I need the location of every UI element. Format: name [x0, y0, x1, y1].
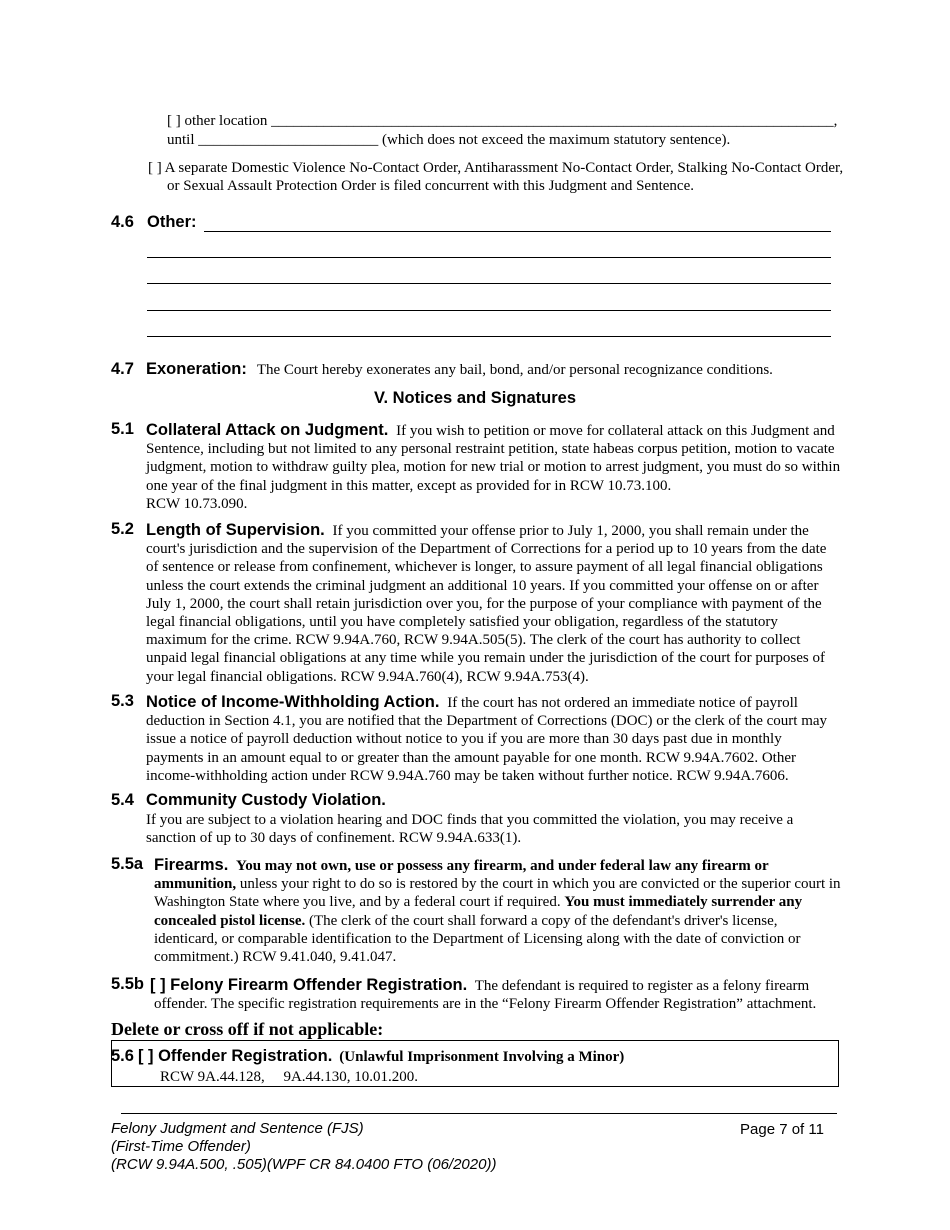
section-5-6-rcw: RCW 9A.44.128, 9A.44.130, 10.01.200. [160, 1069, 419, 1085]
page-number: Page 7 of 11 [740, 1121, 824, 1138]
section-5-3-paragraph [146, 693, 836, 785]
delete-if-not-applicable-note: Delete or cross off if not applicable: [111, 1019, 384, 1039]
footer-form-title: Felony Judgment and Sentence (FJS) [111, 1120, 364, 1137]
section-5-1-text: If you wish to petition or move for collateral attack on this Judgment and Sentence, including but not limited to any personal restraint petition, state habeas corpus petition, motion to vacate judgment, motion to withdraw guilty plea, motion for new trial or motion to arrest judgment, you must do so within one year of the final judgment in this matter, except as provided for in RCW 10.73.100. [146, 423, 841, 494]
section-4-7-label: Exoneration: [146, 360, 247, 378]
section-5-5a-bold-1: You may not own, use or possess any firearm, and under federal law any firearm or ammunition, [154, 858, 769, 893]
section-5-2-paragraph [146, 521, 840, 686]
other-answer-line-5[interactable] [147, 336, 831, 337]
footer-rule [121, 1113, 837, 1114]
part-v-title: V. Notices and Signatures [373, 389, 577, 407]
section-5-5b-number: 5.5b [111, 975, 145, 993]
section-5-5a-label: Firearms. [154, 856, 229, 874]
section-5-2-text: If you committed your offense prior to July 1, 2000, you shall remain under the court's jurisdiction and the supervision of the Department of Corrections for a period up to 10 years from the date of sentence or release from confinement, whichever is longer, to assure payment of all legal financial obligations unless the court extends the criminal judgment an additional 10 years. If you committed your offense on or after July 1, 2000, the court shall retain jurisdiction over you, for the purpose of your compliance with payment of the legal financial obligations, until you have completely satisfied your obligation, regardless of the statutory maximum for the crime. RCW 9.94A.760, RCW 9.94A.505(5). The clerk of the court has authority to collect unpaid legal financial obligations at any time while you remain under the jurisdiction of the court for purposes of your legal financial obligations. RCW 9.94A.760(4), RCW 9.94A.753(4). [146, 523, 827, 685]
section-5-4-number: 5.4 [111, 791, 134, 809]
section-5-3-text: If the court has not ordered an immediate notice of payroll deduction in Section 4.1, you are notified that the Department of Corrections (DOC) or the clerk of the court may issue a notice of payroll deduction without notice to you if you are more than 30 days past due in monthly payments in an amount equal to or greater than the amount payable for one month. RCW 9.94A.7602. Other income-withholding action under RCW 9.94A.760 may be taken without further notice. RCW 9.94A.7606. [146, 695, 828, 784]
section-5-1-rcw: RCW 10.73.090. [146, 495, 248, 512]
section-5-5a-text-2: (The clerk of the court shall forward a copy of the defendant's driver's license, identicard, or comparable identification to the Department of Licensing along with the date of conviction or commitment.) RCW 9.41.040, 9.41.047. [154, 912, 801, 966]
other-answer-line-2[interactable] [147, 257, 831, 258]
section-5-2-label: Length of Supervision. [146, 521, 325, 539]
other-answer-line-4[interactable] [147, 310, 831, 311]
section-5-5a-text-1: unless your right to do so is restored by the court in which you are convicted or the superior court in Washington State where you live, and by a federal court if required. [154, 876, 841, 911]
section-5-6-number: 5.6 [111, 1047, 134, 1065]
footer-form-citation: (RCW 9.94A.500, .505)(WPF CR 84.0400 FTO (06/2020)) [111, 1156, 497, 1173]
section-5-5b-paragraph [150, 976, 844, 1013]
section-4-6-number: 4.6 [111, 213, 134, 231]
section-5-5b-label: [ ] Felony Firearm Offender Registration. [150, 976, 468, 994]
section-5-5a-paragraph [154, 856, 842, 966]
other-answer-line-3[interactable] [147, 283, 831, 284]
section-5-5a-bold-2: You must immediately surrender any concealed pistol license. [154, 894, 803, 929]
section-4-7-number: 4.7 [111, 360, 134, 378]
section-4-7-text: The Court hereby exonerates any bail, bond, and/or personal recognizance conditions. [256, 362, 773, 378]
section-5-6-box [111, 1040, 839, 1087]
section-4-6-label: Other: [147, 213, 197, 231]
section-5-6-parenthetical: (Unlawful Imprisonment Involving a Minor) [339, 1049, 625, 1065]
section-5-4-text: If you are subject to a violation hearing and DOC finds that you committed the violation, you may receive a sanction of up to 30 days of confinement. RCW 9.94A.633(1). [146, 812, 794, 847]
until-line: until ________________________ (which does not exceed the maximum statutory sentence). [167, 132, 731, 148]
section-5-3-number: 5.3 [111, 692, 134, 710]
section-5-1-label: Collateral Attack on Judgment. [146, 421, 389, 439]
section-5-1-paragraph [146, 421, 842, 513]
footer-form-subtitle: (First-Time Offender) [111, 1138, 251, 1155]
section-5-6-label: [ ] Offender Registration. [137, 1047, 333, 1065]
section-5-3-label: Notice of Income-Withholding Action. [146, 693, 440, 711]
section-5-6-heading [111, 1047, 624, 1066]
section-4-7 [146, 360, 866, 379]
section-5-5b-text: The defendant is required to register as a felony firearm offender. The specific registration requirements are in the “Felony Firearm Offender Registration” attachment. [154, 978, 817, 1013]
section-5-4-label: Community Custody Violation. [146, 791, 386, 809]
section-5-1-number: 5.1 [111, 420, 134, 438]
protection-order-checkbox-text: [ ] A separate Domestic Violence No-Contact Order, Antiharassment No-Contact Order, Stalking No-Contact Order, or Sexual Assault Protection Order is filed concurrent with this Judgment and Sentence. [148, 160, 844, 195]
section-5-2-number: 5.2 [111, 520, 134, 538]
other-location-line: [ ] other location ___________________________________________________________________________, [167, 113, 838, 129]
other-answer-line-1[interactable] [204, 231, 831, 232]
section-5-5a-number: 5.5a [111, 855, 144, 873]
